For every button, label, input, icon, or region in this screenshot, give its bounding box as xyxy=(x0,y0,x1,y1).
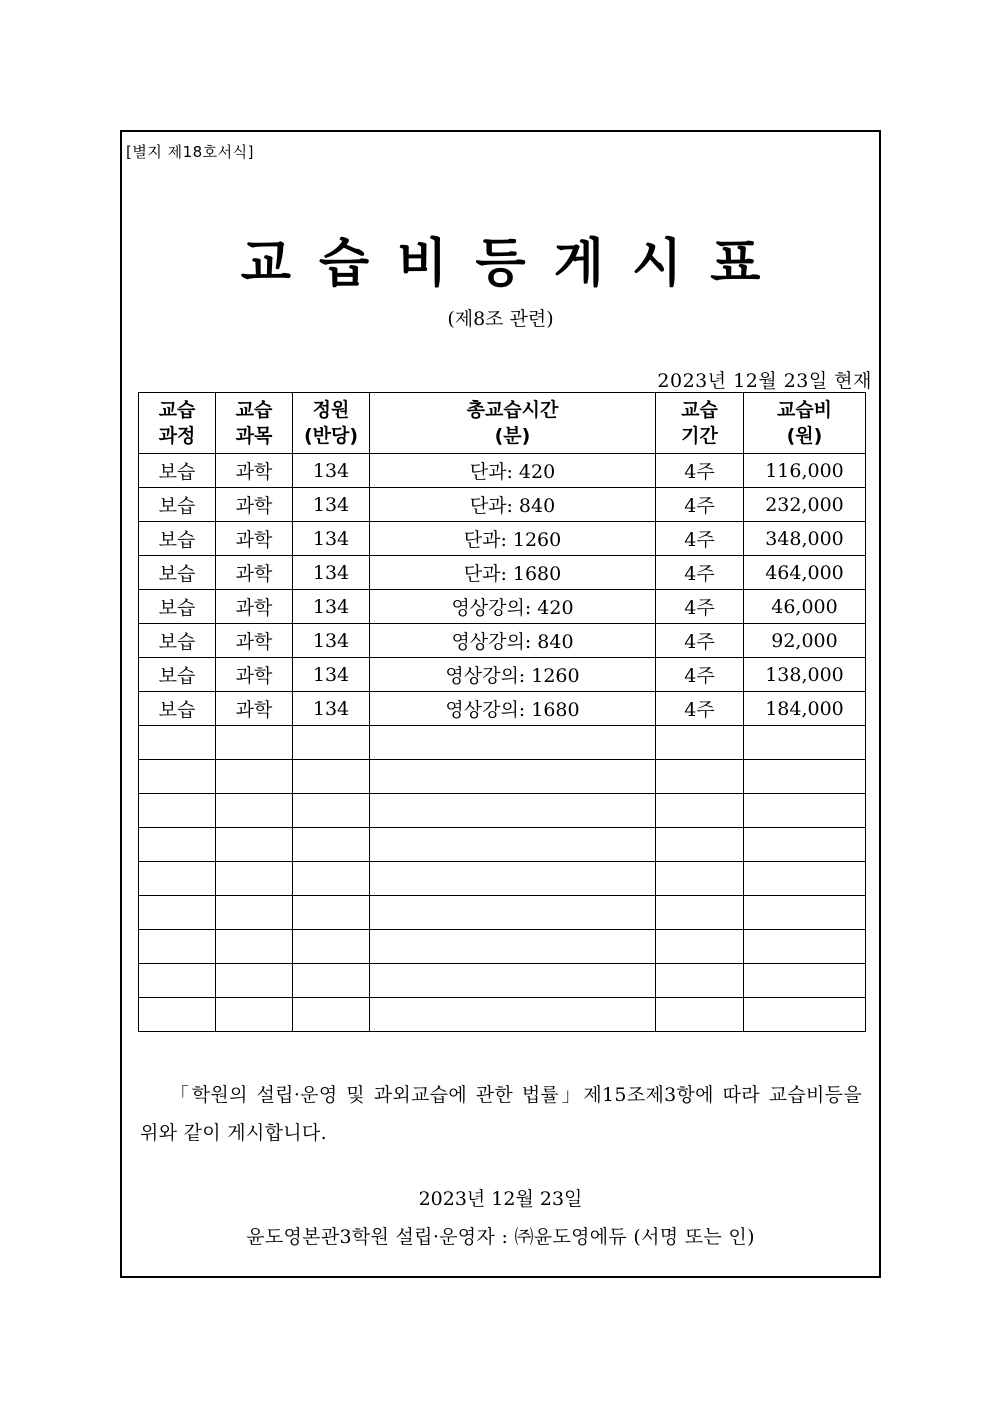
empty-table-row xyxy=(139,828,866,862)
cell-subject: 과학 xyxy=(216,556,293,590)
signer-line: 윤도영본관3학원 설립·운영자 : ㈜윤도영에듀 (서명 또는 인) xyxy=(246,1226,755,1248)
table-header-row xyxy=(139,393,866,454)
cell-course: 보습 xyxy=(139,658,216,692)
cell-period: 4주 xyxy=(656,522,744,556)
page-subtitle: (제8조 관련) xyxy=(447,308,554,330)
table-row xyxy=(139,658,866,692)
table-row xyxy=(139,692,866,726)
table-row xyxy=(139,556,866,590)
cell-subject: 과학 xyxy=(216,624,293,658)
cell-total-hours: 단과: 840 xyxy=(370,488,656,522)
cell-capacity: 134 xyxy=(293,556,370,590)
table-row xyxy=(139,454,866,488)
cell-total-hours: 영상강의: 420 xyxy=(370,590,656,624)
cell-subject: 과학 xyxy=(216,488,293,522)
column-header-course: 교습 과정 xyxy=(139,393,216,454)
column-header-fee: 교습비 (원) xyxy=(744,393,866,454)
empty-table-row xyxy=(139,930,866,964)
cell-course: 보습 xyxy=(139,692,216,726)
cell-total-hours: 영상강의: 1680 xyxy=(370,692,656,726)
cell-fee: 232,000 xyxy=(744,488,866,522)
table-row xyxy=(139,590,866,624)
cell-capacity: 134 xyxy=(293,488,370,522)
cell-subject: 과학 xyxy=(216,522,293,556)
cell-total-hours: 영상강의: 1260 xyxy=(370,658,656,692)
cell-period: 4주 xyxy=(656,556,744,590)
cell-capacity: 134 xyxy=(293,624,370,658)
empty-table-row xyxy=(139,760,866,794)
cell-total-hours: 단과: 1260 xyxy=(370,522,656,556)
cell-capacity: 134 xyxy=(293,658,370,692)
cell-total-hours: 영상강의: 840 xyxy=(370,624,656,658)
cell-fee: 46,000 xyxy=(744,590,866,624)
empty-table-row xyxy=(139,896,866,930)
cell-fee: 116,000 xyxy=(744,454,866,488)
cell-period: 4주 xyxy=(656,590,744,624)
cell-period: 4주 xyxy=(656,692,744,726)
cell-total-hours: 단과: 420 xyxy=(370,454,656,488)
cell-course: 보습 xyxy=(139,624,216,658)
cell-course: 보습 xyxy=(139,454,216,488)
table-row xyxy=(139,488,866,522)
column-header-capacity: 정원 (반당) xyxy=(293,393,370,454)
tuition-fee-table xyxy=(138,392,866,1032)
cell-capacity: 134 xyxy=(293,590,370,624)
cell-fee: 464,000 xyxy=(744,556,866,590)
column-header-subject: 교습 과목 xyxy=(216,393,293,454)
cell-fee: 92,000 xyxy=(744,624,866,658)
table-row xyxy=(139,624,866,658)
empty-table-row xyxy=(139,964,866,998)
cell-fee: 138,000 xyxy=(744,658,866,692)
cell-capacity: 134 xyxy=(293,454,370,488)
cell-course: 보습 xyxy=(139,590,216,624)
cell-capacity: 134 xyxy=(293,692,370,726)
signature-date: 2023년 12월 23일 xyxy=(418,1188,583,1210)
cell-capacity: 134 xyxy=(293,522,370,556)
page-title: 교습비등게시표 xyxy=(240,234,789,294)
empty-table-row xyxy=(139,998,866,1032)
cell-period: 4주 xyxy=(656,454,744,488)
cell-fee: 348,000 xyxy=(744,522,866,556)
cell-period: 4주 xyxy=(656,488,744,522)
cell-course: 보습 xyxy=(139,522,216,556)
cell-subject: 과학 xyxy=(216,692,293,726)
cell-subject: 과학 xyxy=(216,590,293,624)
cell-period: 4주 xyxy=(656,624,744,658)
empty-table-row xyxy=(139,794,866,828)
cell-period: 4주 xyxy=(656,658,744,692)
cell-total-hours: 단과: 1680 xyxy=(370,556,656,590)
cell-fee: 184,000 xyxy=(744,692,866,726)
posting-statement: 「학원의 설립·운영 및 과외교습에 관한 법률」제15조제3항에 따라 교습비등을 위와 같이 게시합니다. xyxy=(140,1084,862,1144)
cell-course: 보습 xyxy=(139,556,216,590)
column-header-period: 교습 기간 xyxy=(656,393,744,454)
as-of-date: 2023년 12월 23일 현재 xyxy=(657,370,872,392)
table-row xyxy=(139,522,866,556)
empty-table-row xyxy=(139,726,866,760)
form-number-label: [별지 제18호서식] xyxy=(126,143,254,161)
cell-subject: 과학 xyxy=(216,658,293,692)
empty-table-row xyxy=(139,862,866,896)
column-header-total-hours: 총교습시간 (분) xyxy=(370,393,656,454)
cell-course: 보습 xyxy=(139,488,216,522)
cell-subject: 과학 xyxy=(216,454,293,488)
